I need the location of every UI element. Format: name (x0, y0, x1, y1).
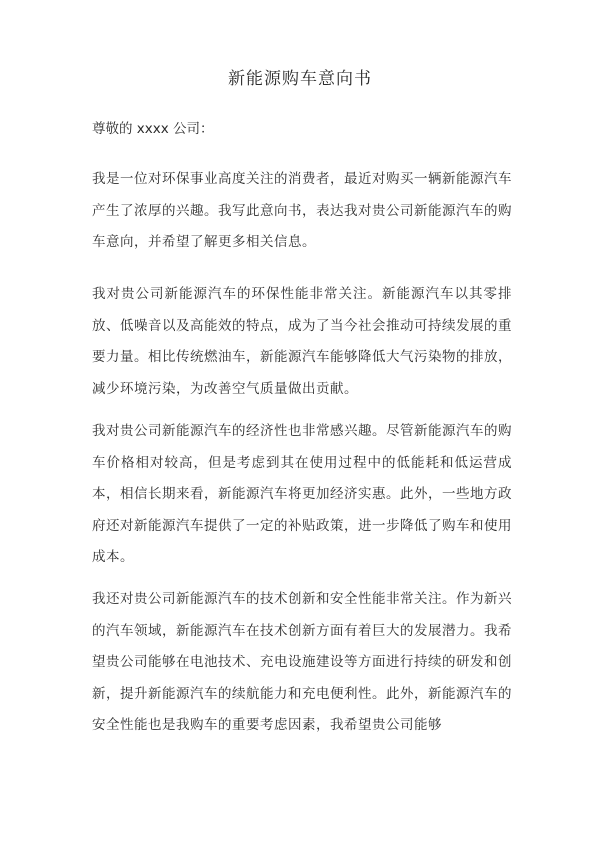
salutation: 尊敬的 xxxx 公司： (92, 121, 214, 137)
paragraph-environment: 我对贵公司新能源汽车的环保性能非常关注。新能源汽车以其零排放、低噪音以及高能效的特点，成为了当今社会推动可持续发展的重要力量。相比传统燃油车，新能源汽车能够降低大气污染物的排放，减少环境污染，为改善空气质量做出贡献。 (92, 286, 512, 397)
paragraph-intro: 我是一位对环保事业高度关注的消费者，最近对购买一辆新能源汽车产生了浓厚的兴趣。我写此意向书，表达我对贵公司新能源汽车的购车意向，并希望了解更多相关信息。 (92, 171, 512, 250)
paragraph-technology-safety: 我还对贵公司新能源汽车的技术创新和安全性能非常关注。作为新兴的汽车领域，新能源汽车在技术创新方面有着巨大的发展潜力。我希望贵公司能够在电池技术、充电设施建设等方面进行持续的研发和创新，提升新能源汽车的续航能力和充电便利性。此外，新能源汽车的安全性能也是我购车的重要考虑因素，我希望贵公司能够 (92, 591, 512, 733)
document-title: 新能源购车意向书 (228, 69, 372, 89)
paragraph-economy: 我对贵公司新能源汽车的经济性也非常感兴趣。尽管新能源汽车的购车价格相对较高，但是考虑到其在使用过程中的低能耗和低运营成本，相信长期来看，新能源汽车将更加经济实惠。此外，一些地方政府还对新能源汽车提供了一定的补贴政策，进一步降低了购车和使用成本。 (92, 423, 512, 565)
